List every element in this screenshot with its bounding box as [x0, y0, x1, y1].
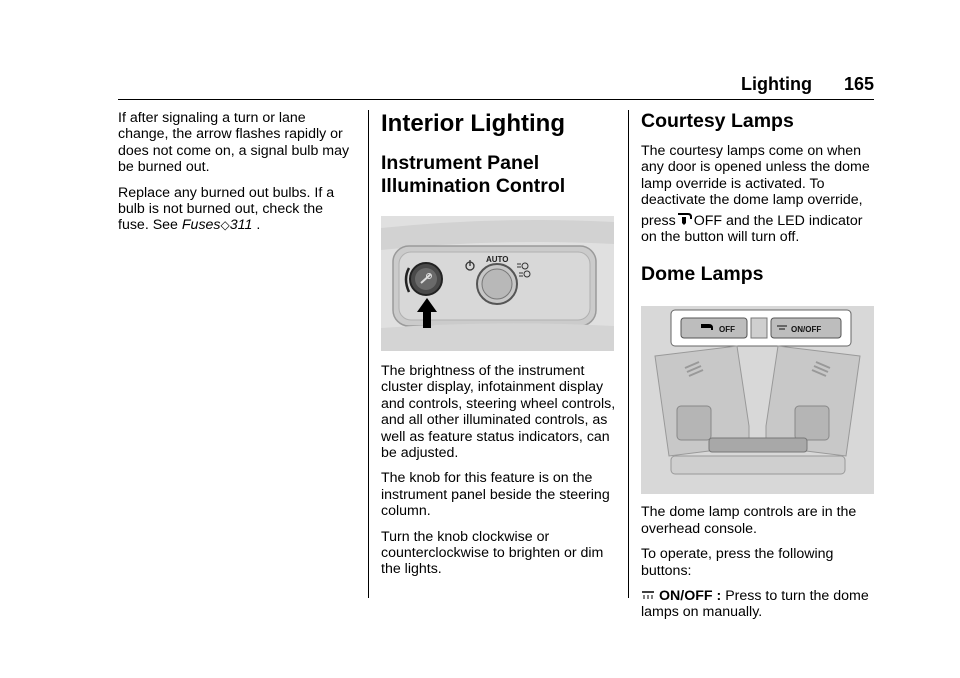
column-2 [381, 110, 617, 587]
subsection-heading: Instrument Panel Illumination Control [381, 152, 566, 197]
dashboard-knob-illustration [381, 216, 614, 351]
paragraph: Turn the knob clockwise or counterclockwise to brighten or dim the lights. [381, 528, 604, 578]
paragraph-text: . [252, 217, 261, 234]
column-3 [641, 110, 877, 630]
column-divider [628, 110, 629, 598]
section-heading: Interior Lighting [381, 110, 565, 137]
page-header [118, 70, 874, 100]
paragraph: The dome lamp controls are in the overhead console. [641, 504, 857, 537]
dome-lamp-override-icon [676, 209, 694, 227]
page-number: 165 [843, 74, 874, 94]
dome-lamps-heading: Dome Lamps [641, 263, 764, 286]
paragraph [641, 143, 877, 245]
paragraph-text: Replace any burned out bulbs. If a bulb is not burned out, check the fuse. See [118, 184, 335, 234]
page-reference[interactable]: 311 [229, 217, 253, 234]
overhead-console-illustration [641, 306, 874, 494]
on-off-button-label: ON/OFF [791, 325, 822, 335]
paragraph [641, 588, 877, 621]
paragraph: The knob for this feature is on the instrument panel beside the steering column. [381, 470, 610, 520]
courtesy-lamps-heading: Courtesy Lamps [641, 110, 794, 132]
auto-label: AUTO [486, 255, 509, 264]
column-1 [118, 110, 354, 243]
paragraph-text: Press to turn the dome lamps on manually. [641, 588, 869, 621]
reference-arrow-icon: ◇ [220, 218, 230, 233]
paragraph: To operate, press the following buttons: [641, 546, 834, 579]
column-divider [368, 110, 369, 598]
paragraph [118, 185, 354, 234]
dome-lamp-figure [641, 306, 874, 494]
dome-lamp-icon [641, 590, 655, 600]
fuses-link[interactable]: Fuses [181, 217, 221, 234]
paragraph: The brightness of the instrument cluster display, infotainment display and controls, steering wheel controls, and all other illuminated controls, as well as feature status indicators, can be adjusted. [381, 363, 616, 462]
paragraph-text: OFF and the LED indicator on the button will turn off. [641, 212, 863, 246]
illumination-control-figure [381, 216, 614, 351]
paragraph: If after signaling a turn or lane change, the arrow flashes rapidly or does not come on, a signal bulb may be burned out. [118, 110, 350, 176]
section-title: Lighting [741, 74, 812, 94]
paragraph-text: The courtesy lamps come on when any door is opened unless the dome lamp override is activated. To deactivate the dome lamp override, press [641, 143, 870, 229]
on-off-label: ON/OFF : [659, 588, 722, 605]
off-button-label: OFF [719, 325, 735, 335]
